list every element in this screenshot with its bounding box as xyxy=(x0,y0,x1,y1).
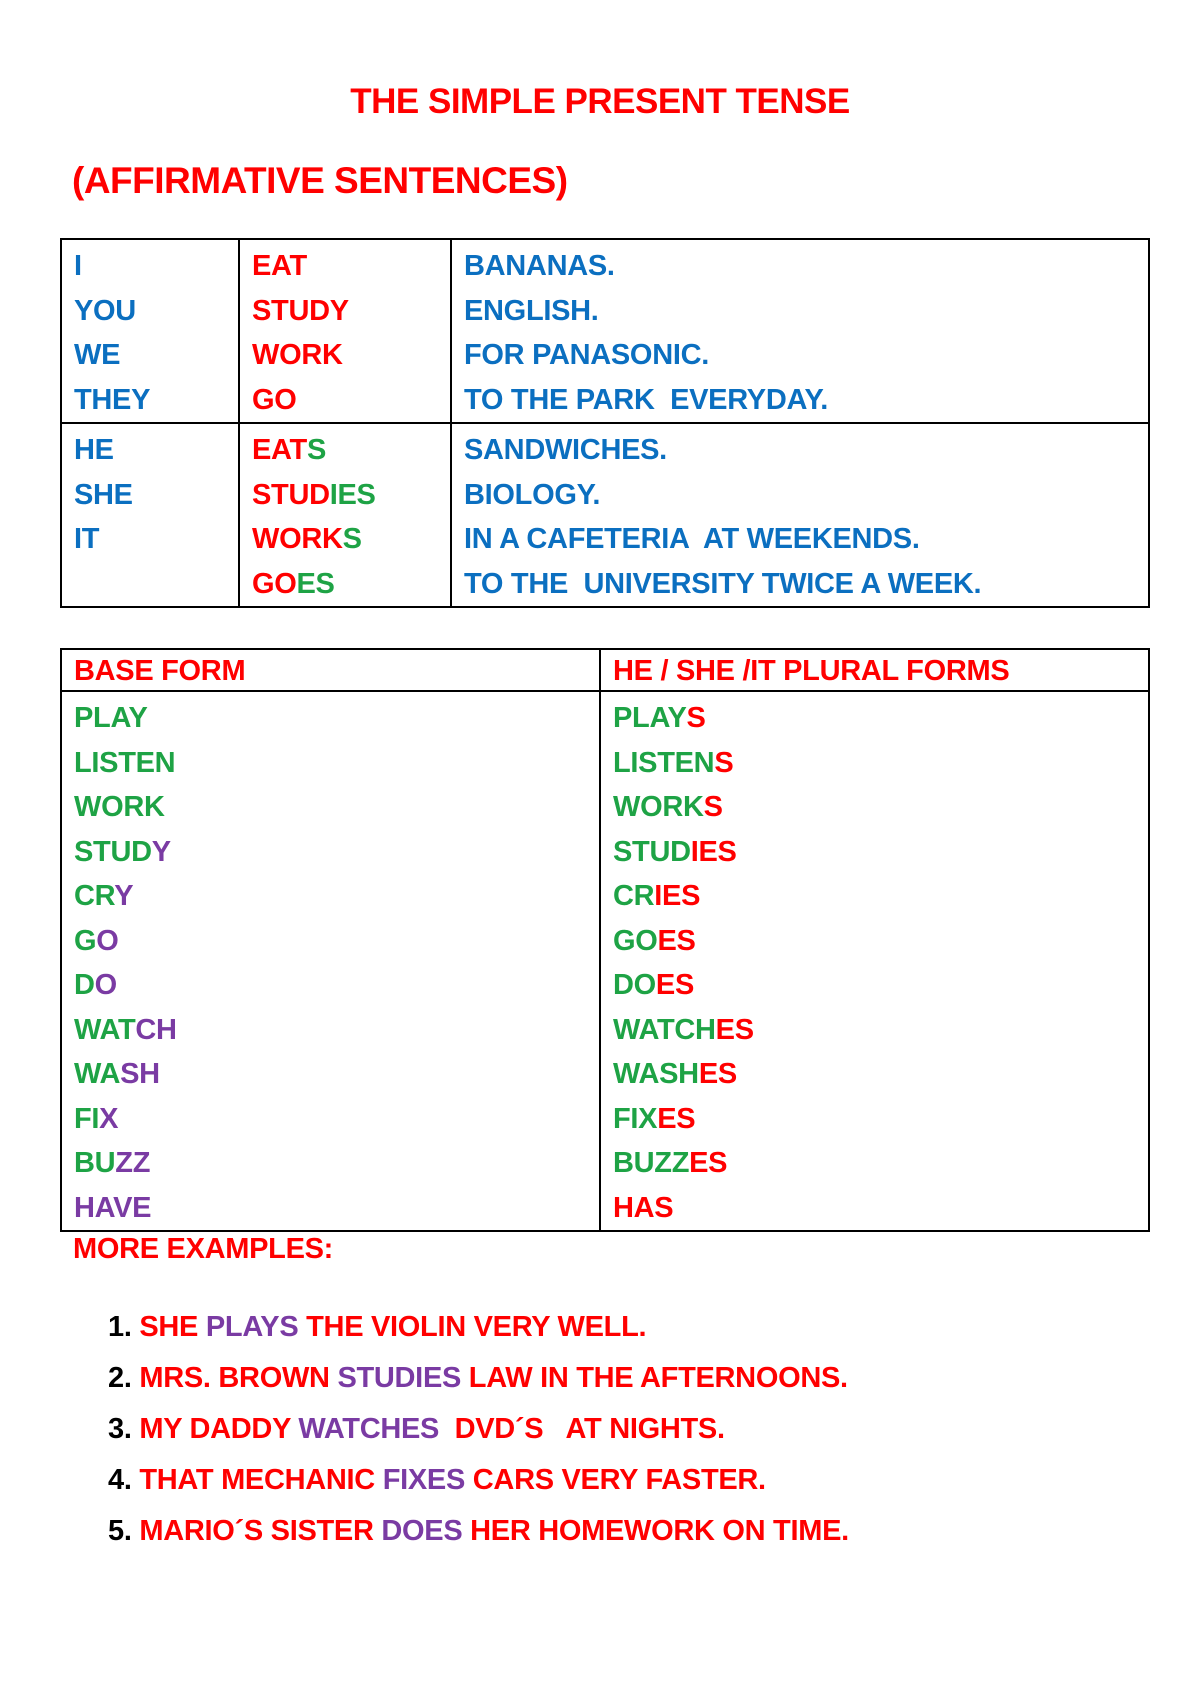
verb-ending: IES xyxy=(329,478,376,511)
example-number: 3. xyxy=(108,1413,132,1445)
example-rest: CARS VERY FASTER. xyxy=(465,1464,766,1496)
complements-cell xyxy=(451,423,1149,607)
plural-form-header xyxy=(600,649,1149,691)
verb-stem: WORK xyxy=(252,523,343,555)
plural-ending: ES xyxy=(655,969,694,1001)
section-subtitle: (AFFIRMATIVE SENTENCES) xyxy=(72,160,568,201)
base-form xyxy=(74,874,589,919)
base-stem: WORK xyxy=(74,791,165,823)
verb-ending: S xyxy=(306,434,326,466)
example-verb: PLAYS xyxy=(205,1311,299,1343)
example-subject: MARIO´S SISTER xyxy=(139,1515,382,1547)
subject: WE xyxy=(74,339,121,371)
subject: IT xyxy=(74,523,100,555)
plural-form xyxy=(613,696,1138,741)
plural-form xyxy=(613,963,1138,1008)
verb xyxy=(252,562,440,607)
verb-stem: EAT xyxy=(252,434,307,466)
more-examples-heading: MORE EXAMPLES: xyxy=(73,1233,334,1265)
verb: WORK xyxy=(252,339,343,371)
plural-ending: ES xyxy=(657,924,696,957)
verb: STUDY xyxy=(252,294,349,327)
base-forms-cell xyxy=(61,691,600,1231)
plural-ending: ES xyxy=(657,1102,696,1135)
plural-stem: FIX xyxy=(613,1102,658,1135)
plural-ending: IES xyxy=(690,835,737,868)
example-sentence xyxy=(108,1455,849,1506)
subject: HE xyxy=(74,434,114,466)
affirmative-table xyxy=(60,238,1150,608)
base-form xyxy=(74,696,589,741)
plural-stem: WASH xyxy=(613,1058,699,1090)
complement: BANANAS. xyxy=(464,250,615,282)
base-tail: Y xyxy=(114,880,134,912)
example-subject: MY DADDY xyxy=(139,1413,299,1445)
plural-ending: IES xyxy=(654,880,701,912)
plural-form xyxy=(613,785,1138,830)
example-rest: DVD´S AT NIGHTS. xyxy=(439,1413,725,1445)
example-number: 1. xyxy=(108,1311,132,1343)
plural-stem: GO xyxy=(613,924,658,957)
plural-stem: BUZZ xyxy=(613,1147,690,1179)
base-tail: SH xyxy=(120,1058,160,1090)
plural-form xyxy=(613,1186,1138,1231)
plural-stem: WORK xyxy=(613,791,704,823)
affirmative-group-1 xyxy=(61,239,1149,423)
plural-form xyxy=(613,1052,1138,1097)
plural-ending: ES xyxy=(689,1147,728,1179)
example-sentence xyxy=(108,1506,849,1557)
example-verb: FIXES xyxy=(382,1464,466,1496)
example-rest: HER HOMEWORK ON TIME. xyxy=(462,1515,849,1547)
verb-ending: ES xyxy=(296,567,335,600)
base-tail: X xyxy=(99,1102,119,1135)
plural-stem: CR xyxy=(613,880,655,912)
example-verb: DOES xyxy=(381,1515,463,1547)
header-text: BASE FORM xyxy=(74,655,246,687)
complement: IN A CAFETERIA AT WEEKENDS. xyxy=(464,523,920,555)
plural-form xyxy=(613,830,1138,875)
subject: YOU xyxy=(74,294,136,327)
base-form xyxy=(74,785,589,830)
plural-form xyxy=(613,1008,1138,1053)
plural-ending: ES xyxy=(698,1058,737,1090)
base-tail: O xyxy=(94,969,117,1001)
plural-form xyxy=(613,1097,1138,1142)
base-form xyxy=(74,1141,589,1186)
plural-form xyxy=(613,919,1138,964)
verb-forms-body xyxy=(61,691,1149,1231)
base-tail: CH xyxy=(135,1013,177,1046)
plural-stem: LISTEN xyxy=(613,746,715,779)
verb xyxy=(252,517,440,562)
plural-stem: PLAY xyxy=(613,702,687,734)
plural-ending: HAS xyxy=(613,1191,674,1224)
plural-stem: DO xyxy=(613,969,656,1001)
example-number: 2. xyxy=(108,1362,132,1394)
subjects-cell xyxy=(61,423,239,607)
complements-cell xyxy=(451,239,1149,423)
base-stem: LISTEN xyxy=(74,746,176,779)
base-stem: WA xyxy=(74,1058,121,1090)
examples-list xyxy=(108,1302,849,1557)
base-form xyxy=(74,1186,589,1231)
example-number: 5. xyxy=(108,1515,132,1547)
subject: SHE xyxy=(74,478,133,511)
base-stem: BU xyxy=(74,1147,116,1179)
subject: I xyxy=(74,250,82,282)
base-stem: FI xyxy=(74,1102,100,1135)
base-form xyxy=(74,1008,589,1053)
base-stem: CR xyxy=(74,880,115,912)
base-stem: G xyxy=(74,924,97,957)
verb xyxy=(252,473,440,518)
page-title: THE SIMPLE PRESENT TENSE xyxy=(350,82,850,121)
base-form xyxy=(74,963,589,1008)
subject: THEY xyxy=(74,383,151,416)
complement: SANDWICHES. xyxy=(464,434,667,466)
affirmative-group-2 xyxy=(61,423,1149,607)
verbs-cell xyxy=(239,239,451,423)
example-verb: WATCHES xyxy=(298,1413,440,1445)
verb xyxy=(252,428,440,473)
plural-form xyxy=(613,1141,1138,1186)
verb-ending: S xyxy=(342,523,362,555)
example-subject: THAT MECHANIC xyxy=(139,1464,383,1496)
verb-stem: STUD xyxy=(252,478,330,511)
verb-stem: GO xyxy=(252,567,297,600)
base-form xyxy=(74,919,589,964)
base-form xyxy=(74,830,589,875)
subjects-cell xyxy=(61,239,239,423)
plural-form xyxy=(613,741,1138,786)
complement: BIOLOGY. xyxy=(464,478,601,511)
plural-stem: STUD xyxy=(613,835,691,868)
base-stem: D xyxy=(74,969,95,1001)
verb: EAT xyxy=(252,250,307,282)
base-form xyxy=(74,1052,589,1097)
base-tail: O xyxy=(96,924,119,957)
base-tail: ZZ xyxy=(115,1147,151,1179)
complement: TO THE UNIVERSITY TWICE A WEEK. xyxy=(464,567,982,600)
verb: GO xyxy=(252,383,297,416)
plural-stem: WATCH xyxy=(613,1013,716,1046)
base-stem: STUD xyxy=(74,835,152,868)
base-form xyxy=(74,1097,589,1142)
example-rest: THE VIOLIN VERY WELL. xyxy=(298,1311,647,1343)
example-number: 4. xyxy=(108,1464,132,1496)
complement: TO THE PARK EVERYDAY. xyxy=(464,383,829,416)
complement: FOR PANASONIC. xyxy=(464,339,709,371)
example-verb: STUDIES xyxy=(337,1362,462,1394)
example-subject: MRS. BROWN xyxy=(139,1362,338,1394)
base-form-header xyxy=(61,649,600,691)
base-form xyxy=(74,741,589,786)
example-sentence xyxy=(108,1404,849,1455)
plural-ending: S xyxy=(703,791,723,823)
plural-ending: S xyxy=(714,746,734,779)
base-tail: HAVE xyxy=(74,1191,152,1224)
plural-ending: S xyxy=(686,702,706,734)
example-sentence xyxy=(108,1353,849,1404)
example-rest: LAW IN THE AFTERNOONS. xyxy=(461,1362,848,1394)
plural-ending: ES xyxy=(715,1013,754,1046)
plural-forms-cell xyxy=(600,691,1149,1231)
header-text: HE / SHE /IT PLURAL FORMS xyxy=(613,655,1010,687)
plural-form xyxy=(613,874,1138,919)
complement: ENGLISH. xyxy=(464,294,599,327)
verb-forms-header xyxy=(61,649,1149,691)
verb-forms-table xyxy=(60,648,1150,1232)
base-tail: Y xyxy=(151,835,171,868)
verbs-cell xyxy=(239,423,451,607)
base-stem: PLAY xyxy=(74,702,148,734)
base-stem: WAT xyxy=(74,1013,136,1046)
example-sentence xyxy=(108,1302,849,1353)
example-subject: SHE xyxy=(139,1311,206,1343)
